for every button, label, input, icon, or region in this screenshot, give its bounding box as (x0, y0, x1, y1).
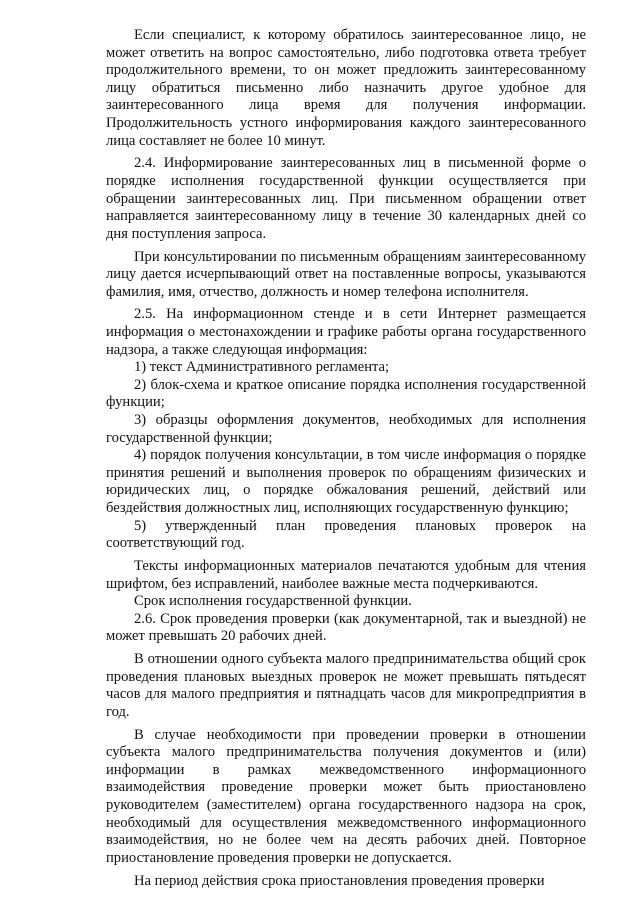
document-page (106, 27, 586, 890)
paragraph-suspension: В случае необходимости при проведении проверки в отношении субъекта малого предпринимательства получения документов и (или) информации в рамках межведомственного информационного взаимодействия проведение проверки может быть приостановлено руководителем (заместителем) органа государственного надзора на срок, необходимый для осуществления межведомственного информационного взаимодействия, но не более чем на десять рабочих дней. Повторное приостановление проведения проверки не допускается. (106, 726, 586, 866)
paragraph-2-6-inspection-term: 2.6. Срок проведения проверки (как документарной, так и выездной) не может превышать 20 рабочих дней. (106, 610, 586, 645)
list-item-2: 2) блок-схема и краткое описание порядка исполнения государственной функции; (106, 376, 586, 411)
list-item-1: 1) текст Административного регламента; (134, 359, 390, 376)
paragraph-font-requirements: Тексты информационных материалов печатаются удобным для чтения шрифтом, без исправлений, наиболее важные места подчеркиваются. (106, 557, 586, 592)
section-heading-term: Срок исполнения государственной функции. (134, 593, 412, 610)
paragraph-consultation-delay: Если специалист, к которому обратилось заинтересованное лицо, не может ответить на вопрос самостоятельно, либо подготовка ответа требует продолжительного времени, то он может предложить заинтересованному лицу обратиться письменно либо назначить другое удобное для заинтересованного лица время для получения информации. Продолжительность устного информирования каждого заинтересованного лица составляет не более 10 минут. (106, 27, 586, 149)
paragraph-2-4-written-info: 2.4. Информирование заинтересованных лиц в письменной форме о порядке исполнения государственной функции осуществляется при обращении заинтересованных лиц. При письменном обращении ответ направляется заинтересованному лицу в течение 30 календарных дней со дня поступления запроса. (106, 155, 586, 242)
paragraph-small-business-term: В отношении одного субъекта малого предпринимательства общий срок проведения плановых выездных проверок не может превышать пятьдесят часов для малого предприятия и пятнадцать часов для микропредприятия в год. (106, 651, 586, 720)
paragraph-suspension-period: На период действия срока приостановления проведения проверки (134, 872, 545, 889)
paragraph-written-consultation: При консультировании по письменным обращениям заинтересованному лицу дается исчерпывающий ответ на поставленные вопросы, указываются фамилия, имя, отчество, должность и номер телефона исполнителя. (106, 248, 586, 300)
paragraph-2-5-info-stand: 2.5. На информационном стенде и в сети Интернет размещается информация о местонахождении и графике работы органа государственного надзора, а также следующая информация: (106, 306, 586, 358)
list-item-3: 3) образцы оформления документов, необходимых для исполнения государственной функции; (106, 412, 586, 446)
list-item-4: 4) порядок получения консультации, в том числе информация о порядке принятия решений и выполнения проверок по обращениям физических и юридических лиц, о порядке обжалования решений, действий или бездействия должностных лиц, исполняющих государственную функцию; (106, 447, 586, 516)
list-item-5: 5) утвержденный план проведения плановых проверок на соответствующий год. (106, 517, 586, 552)
